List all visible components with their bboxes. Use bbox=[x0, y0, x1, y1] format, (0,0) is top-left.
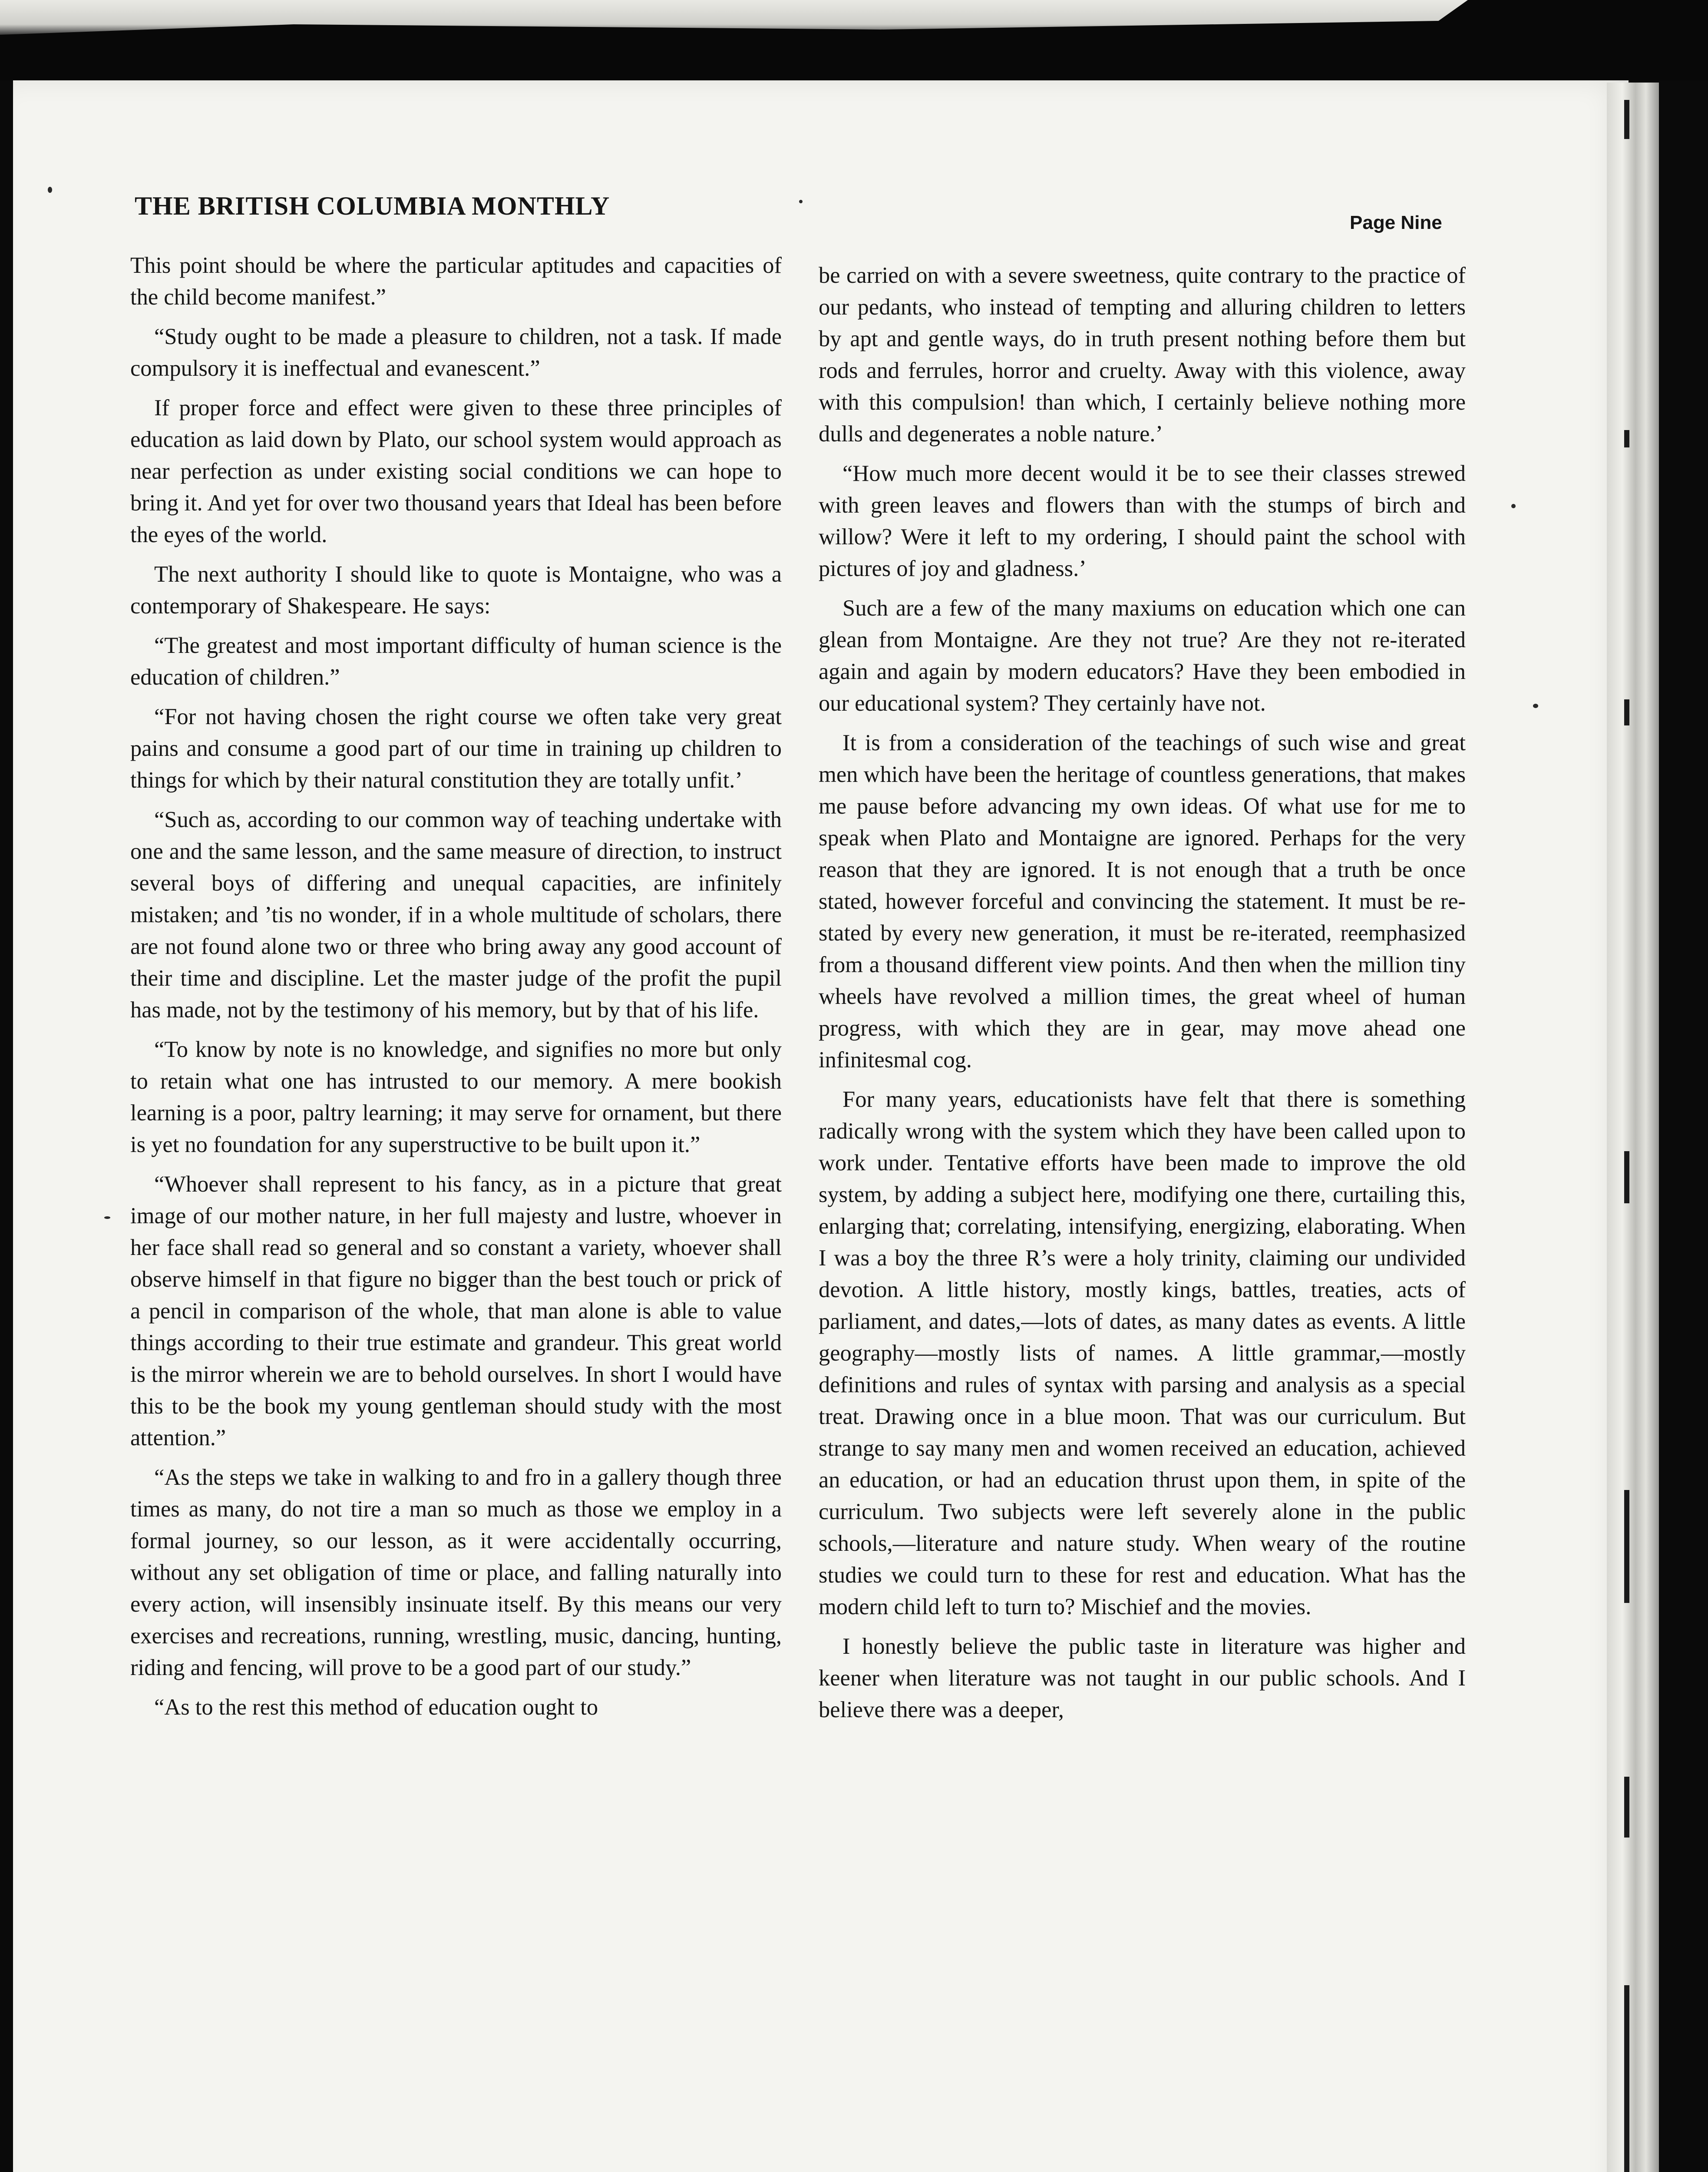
book-page-edges bbox=[1607, 83, 1659, 2172]
edge-mark bbox=[1624, 1985, 1629, 2172]
paragraph: For many years, educationists have felt that there is something radically wrong with the system which they have been called upon to work under. Tentative efforts have been made to improve the old system, by adding a subject here, modifying one there, curtailing this, enlarging that; correlating, intensifying, energizing, elaborating. When I was a boy the three R’s were a holy trinity, claiming our undivided devotion. A little history, mostly kings, battles, treaties, acts of parliament, and dates,—lots of dates, as many dates as events. A little geography—mostly lists of names. A little grammar,—mostly definitions and rules of syntax with parsing and analysis as a special treat. Drawing once in a blue moon. That was our curriculum. But strange to say many men and women received an education, achieved an education, or had an education thrust upon them, in spite of the curriculum. Two subjects were left severely alone in the public schools,—literature and nature study. When weary of the routine studies we could turn to these for rest and education. What has the modern child left to turn to? Mischief and the movies. bbox=[819, 1087, 1466, 1619]
edge-mark bbox=[1624, 1151, 1629, 1203]
page-number: Page Nine bbox=[1350, 212, 1442, 233]
paragraph: I honestly believe the public taste in literature was higher and keener when literature was not taught in our public schools. And I believe there was a deeper, bbox=[819, 1634, 1466, 1722]
paragraph: If proper force and effect were given to these three principles of education as laid down by Plato, our school system would approach as near perfection as under existing social conditions we can hope to bring it. And yet for over two thousand years that Ideal has been before the eyes of the world. bbox=[130, 395, 782, 547]
paragraph: “As to the rest this method of education ought to bbox=[154, 1695, 598, 1720]
paragraph: “Whoever shall represent to his fancy, as in a picture that great image of our mother nature, in her full majesty and lustre, whoever in her face shall read so general and so constant a variety, whoever shall observe himself in that figure no bigger than the best touch or prick of a pencil in comparison of the whole, that man alone is able to value things according to their true estimate and grandeur. This great world is the mirror wherein we are to behold ourselves. In short I would have this to be the book my young gentleman should study with the most attention.” bbox=[130, 1172, 782, 1450]
paragraph: “Study ought to be made a pleasure to children, not a task. If made compulsory it is ineffectual and evanescent.” bbox=[130, 324, 782, 381]
dust-speck bbox=[1511, 504, 1516, 508]
edge-mark bbox=[1624, 699, 1629, 725]
dust-speck bbox=[104, 1216, 110, 1219]
paragraph: “The greatest and most important difficulty of human science is the education of children.” bbox=[130, 633, 782, 690]
dust-speck bbox=[1533, 704, 1538, 708]
paragraph: “Such as, according to our common way of teaching undertake with one and the same lesson, and the same measure of direction, to instruct several boys of differing and unequal capacities, are infinitely mistaken; and ’tis no wonder, if in a whole multitude of scholars, there are not found alone two or three who bring away any good account of their time and discipline. Let the master judge of the profit the pupil has made, not by the testimony of his memory, but by that of his life. bbox=[130, 807, 782, 1023]
right-column bbox=[819, 260, 1466, 1734]
paragraph: Such are a few of the many maxiums on education which one can glean from Montaigne. Are they not true? Are they not re-iterated again and again by modern educators? Have they been embodied in our educational system? They certainly have not. bbox=[819, 596, 1466, 716]
paragraph: This point should be where the particular aptitudes and capacities of the child become manifest.” bbox=[130, 253, 782, 310]
edge-mark bbox=[1624, 1777, 1629, 1838]
paragraph: It is from a consideration of the teachings of such wise and great men which have been the heritage of countless generations, that makes me pause before advancing my own ideas. Of what use for me to speak when Plato and Montaigne are ignored. Perhaps for the very reason that they are ignored. It is not enough that a truth be once stated, however forceful and convincing the statement. It must be re-stated by every new generation, it must be re-iterated, reemphasized from a thousand different view points. And then when the million tiny wheels have revolved a million times, the great wheel of human progress, with which they are in gear, may move ahead one infinitesmal cog. bbox=[819, 730, 1466, 1073]
edge-mark bbox=[1624, 1490, 1629, 1603]
dust-speck bbox=[799, 200, 803, 203]
dust-speck bbox=[48, 187, 52, 193]
left-column bbox=[130, 250, 782, 1731]
edge-mark bbox=[1624, 430, 1629, 447]
paragraph: The next authority I should like to quote is Montaigne, who was a contemporary of Shakespeare. He says: bbox=[130, 562, 782, 619]
paragraph: “How much more decent would it be to see their classes strewed with green leaves and flowers than with the stumps of birch and willow? Were it left to my ordering, I should paint the school with pictures of joy and gladness.’ bbox=[819, 461, 1466, 581]
paragraph: “To know by note is no knowledge, and signifies no more but only to retain what one has intrusted to our memory. A mere bookish learning is a poor, paltry learning; it may serve for ornament, but there is yet no foundation for any superstructive to be built upon it.” bbox=[130, 1037, 782, 1157]
paragraph: “As the steps we take in walking to and fro in a gallery though three times as many, do not tire a man so much as those we employ in a formal journey, so our lesson, as it were accidentally occurring, without any set obligation of time or place, and falling naturally into every action, will insensibly insinuate itself. By this means our very exercises and recreations, running, wrestling, music, dancing, hunting, riding and fencing, will prove to be a good part of our study.” bbox=[130, 1465, 782, 1680]
paragraph: be carried on with a severe sweetness, quite contrary to the practice of our pedants, who instead of tempting and alluring children to letters by apt and gentle ways, do in truth present nothing before them but rods and ferrules, horror and cruelty. Away with this violence, away with this compulsion! than which, I certainly believe nothing more dulls and degenerates a noble nature.’ bbox=[819, 263, 1466, 447]
paragraph: “For not having chosen the right course we often take very great pains and consume a good part of our time in training up children to things for which by their natural constitution they are totally unfit.’ bbox=[130, 704, 782, 793]
publication-title: THE BRITISH COLUMBIA MONTHLY bbox=[135, 192, 610, 220]
edge-mark bbox=[1624, 100, 1629, 139]
